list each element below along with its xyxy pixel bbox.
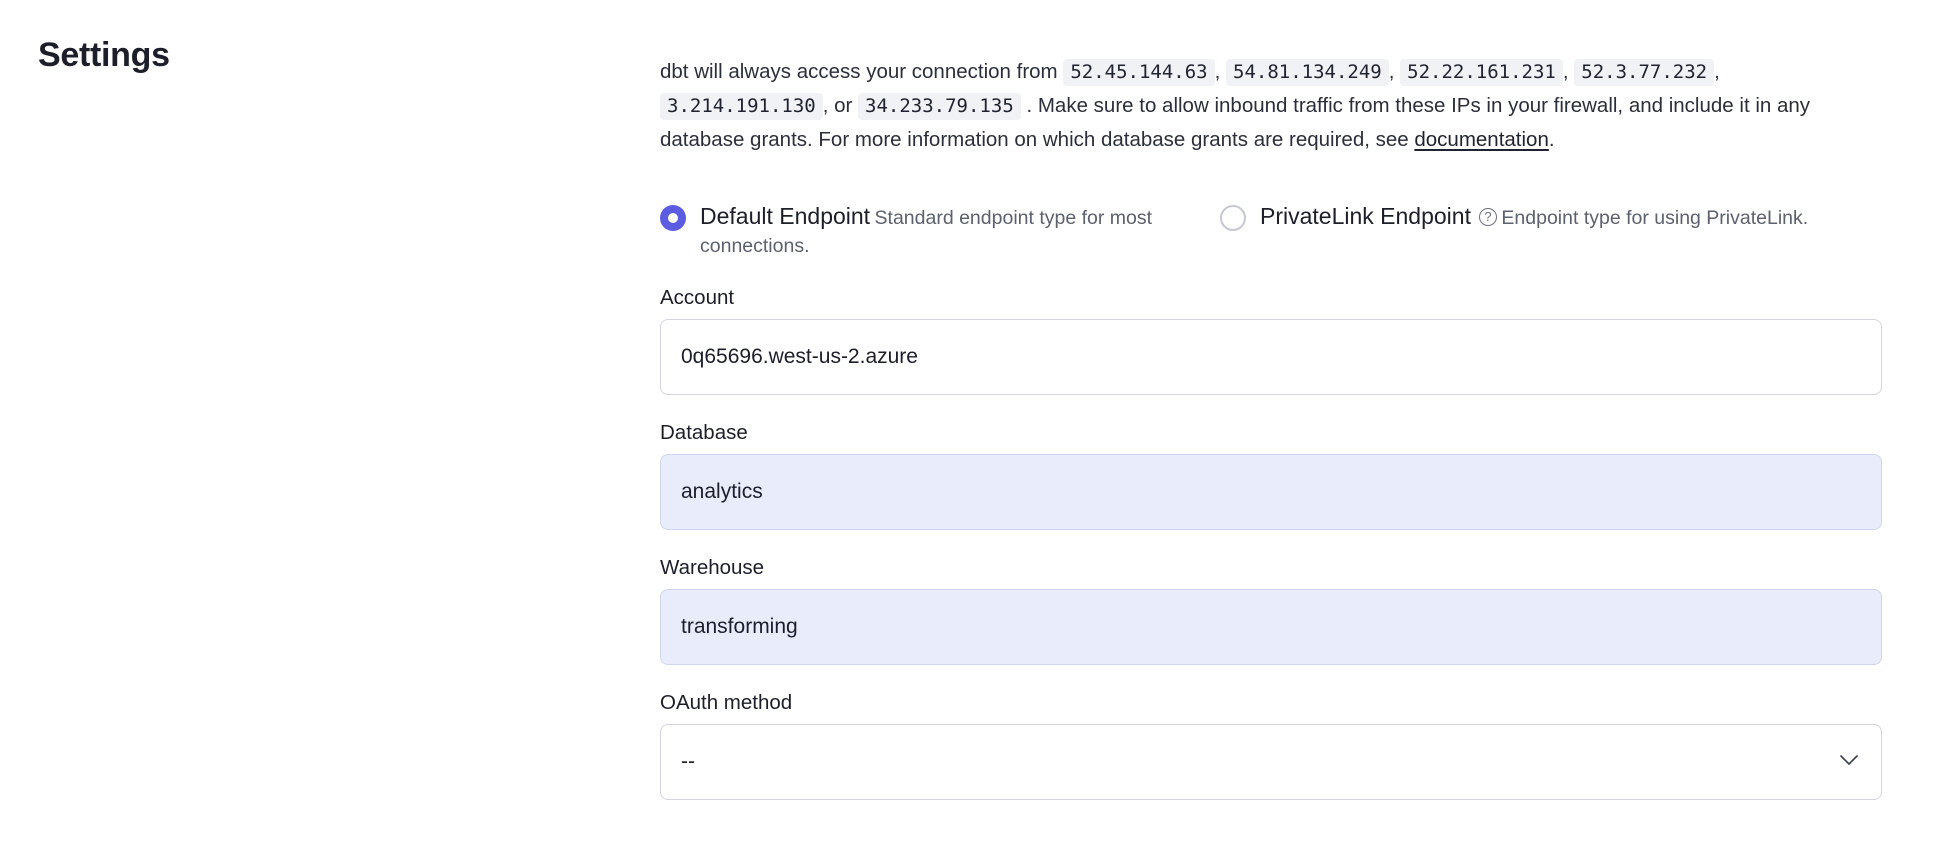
ip-sep-2: , <box>1388 59 1395 83</box>
field-warehouse <box>660 556 1882 665</box>
ip-sep-3: , <box>1562 59 1569 83</box>
ip-address-4: 52.3.77.232 <box>1574 59 1714 86</box>
endpoint-default-sublabel: Standard endpoint type for most connections. <box>700 206 1153 257</box>
account-label: Account <box>660 285 735 309</box>
ip-or-word: , or <box>822 93 853 117</box>
ip-address-6: 34.233.79.135 <box>858 93 1021 120</box>
ip-note-period: . <box>1548 127 1555 151</box>
documentation-link[interactable]: documentation <box>1414 127 1549 151</box>
endpoint-privatelink-texts <box>1260 201 1808 232</box>
help-circle-icon[interactable]: ? <box>1479 208 1497 226</box>
field-account <box>660 286 1882 395</box>
ip-sep-1: , <box>1214 59 1221 83</box>
page-title: Settings <box>38 36 170 74</box>
ip-address-3: 52.22.161.231 <box>1400 59 1563 86</box>
warehouse-input[interactable]: transforming <box>660 589 1882 665</box>
radio-default-endpoint[interactable] <box>660 205 686 231</box>
oauth-method-select-wrap <box>660 724 1882 800</box>
ip-note-prefix: dbt will always access your connection from <box>660 59 1058 83</box>
account-input[interactable]: 0q65696.west-us-2.azure <box>660 319 1882 395</box>
oauth-method-select[interactable]: -- <box>660 724 1882 800</box>
database-input[interactable]: analytics <box>660 454 1882 530</box>
ip-note-middle: . Make sure to allow inbound traffic from these IPs in your firewall, and include it in any database grants. For more information on which database grants are required, see <box>660 93 1811 151</box>
field-oauth-method <box>660 691 1882 800</box>
database-label: Database <box>660 420 748 444</box>
endpoint-option-privatelink[interactable] <box>1220 201 1808 260</box>
ip-sep-4: , <box>1714 59 1720 83</box>
ip-address-1: 52.45.144.63 <box>1063 59 1214 86</box>
endpoint-default-texts <box>700 201 1220 260</box>
settings-content <box>660 34 1882 800</box>
endpoint-option-default[interactable] <box>660 201 1220 260</box>
endpoint-type-radio-group <box>660 201 1882 260</box>
ip-address-5: 3.214.191.130 <box>660 93 823 120</box>
endpoint-privatelink-label: PrivateLink Endpoint <box>1260 202 1471 229</box>
field-database <box>660 421 1882 530</box>
radio-privatelink-endpoint[interactable] <box>1220 205 1246 231</box>
ip-address-2: 54.81.134.249 <box>1226 59 1389 86</box>
endpoint-privatelink-sublabel: Endpoint type for using PrivateLink. <box>1501 206 1809 229</box>
warehouse-label: Warehouse <box>660 555 765 579</box>
endpoint-default-label: Default Endpoint <box>700 202 871 229</box>
oauth-method-label: OAuth method <box>660 690 793 714</box>
ip-allowlist-note <box>660 55 1882 157</box>
